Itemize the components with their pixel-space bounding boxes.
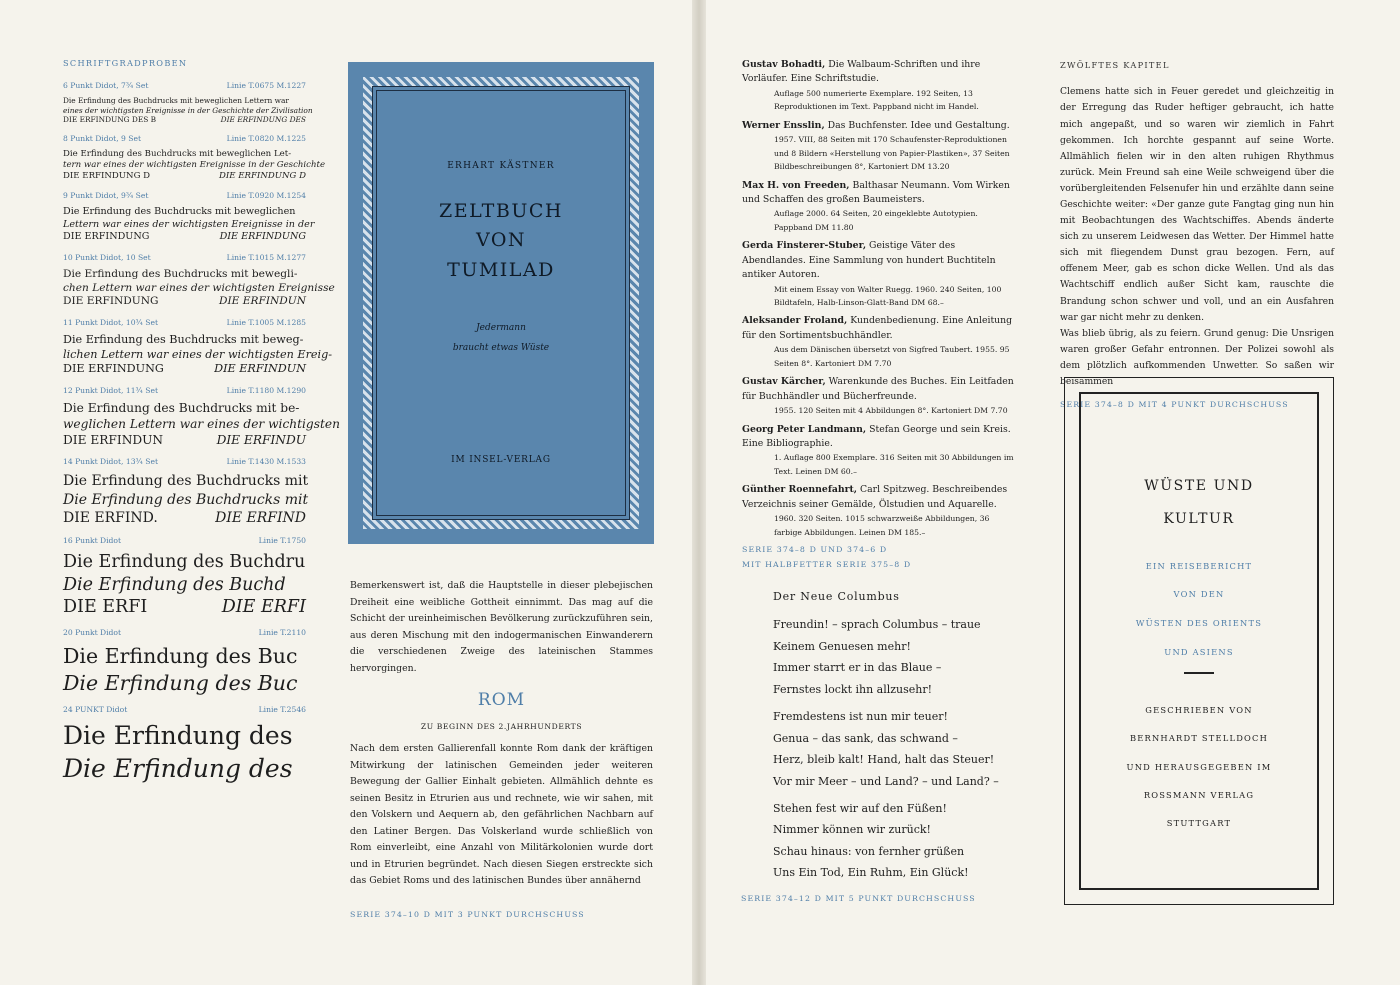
specimen-1 (63, 133, 326, 183)
specimen-label: 12 Punkt Didot, 11¾ Set Linie T.1180 M.1290 (63, 385, 306, 395)
specimen-italic: Lettern war eines der wichtigsten Ereignisse in der (63, 218, 315, 230)
title-page (1064, 377, 1334, 905)
biblio-entry (742, 119, 1016, 174)
specimen-caps: DIE ERFINDUNG DIE ERFINDUNG (63, 231, 306, 243)
specimen-label: 9 Punkt Didot, 9¾ Set Linie T.0920 M.1254 (63, 191, 306, 201)
specimen-italic: lichen Lettern war eines der wichtigsten Ereig- (63, 347, 333, 361)
specimen-caps: DIE ERFINDUNG DES B DIE ERFINDUNG DES (63, 115, 306, 125)
biblio-title: Carl Spitzweg. Beschreibendes Verzeichnis seiner Gemälde, Ölstudien und Aquarelle. (742, 484, 1008, 510)
biblio-author: Gustav Bohadti, (742, 59, 826, 70)
series-note: SERIE 374–10 D MIT 3 PUNKT DURCHSCHUSS (350, 909, 585, 919)
specimen-roman: Die Erfindung des Buchdrucks mit bewegli- (63, 267, 298, 280)
specimen-italic: Die Erfindung des Buchdrucks mit (63, 491, 309, 508)
biblio-detail: 1955. 120 Seiten mit 4 Abbildungen 8°. Kartoniert DM 7.70 (774, 406, 1008, 416)
biblio-title: Die Walbaum-Schriften und ihre Vorläufer. Eine Schriftstudie. (742, 59, 981, 85)
poem-line: Herz, bleib kalt! Hand, halt das Steuer! (773, 753, 995, 767)
specimen-italic: Die Erfindung des Buc (63, 670, 298, 695)
biblio-detail: Auflage 2000. 64 Seiten, 20 eingeklebte Autotypien. Pappband DM 11.80 (774, 209, 978, 232)
biblio-detail: Mit einem Essay von Walter Ruegg. 1960. 240 Seiten, 100 Bildtafeln, Halb-Linson-Glatt-Band DM 68.– (774, 284, 1002, 307)
series-note: SERIE 374–12 D MIT 5 PUNKT DURCHSCHUSS (741, 894, 976, 903)
title-page-credits: GESCHRIEBEN VON BERNHARDT STELLDOCH UND HERAUSGEGEBEN IM ROSSMANN VERLAG STUTTGART (1126, 705, 1272, 829)
specimen-3 (63, 252, 335, 309)
specimen-label: 14 Punkt Didot, 13¾ Set Linie T.1430 M.1533 (63, 457, 306, 467)
specimen-caps: DIE ERFINDUN DIE ERFINDU (63, 432, 306, 447)
poem-stanza (773, 798, 1033, 884)
specimen-label: 24 PUNKT Didot Linie T.2546 (63, 705, 306, 715)
poem-stanza (773, 706, 1033, 792)
cover-publisher: IM INSEL-VERLAG (451, 455, 551, 465)
section-heading: ROM (477, 690, 526, 711)
specimen-label: 16 Punkt Didot Linie T.1750 (63, 535, 306, 545)
specimen-caps: DIE ERFINDUNG DIE ERFINDUN (63, 295, 306, 308)
prose-paragraph: Bemerkenswert ist, daß die Hauptstelle in dieser plebejischen Dreiheit eine weibliche Gottheit einnimmt. Das mag auf die Schicht der ureinheimischen Bevölkerung zurückzuführen sein, aus deren Mischung mit den indogermanischen Einwanderern die verschiedenen Zweige des lateinischen Stammes hervorgingen. (350, 580, 653, 674)
bibliography (742, 58, 1016, 571)
specimen-italic: chen Lettern war eines der wichtigsten Ereignisse (63, 281, 335, 294)
biblio-author: Gerda Finsterer-Stuber, (742, 240, 867, 252)
specimen-italic: tern war eines der wichtigsten Ereignisse in der Geschichte (63, 160, 326, 171)
biblio-entry (742, 483, 1016, 539)
cover-title: ZELTBUCH VON TUMILAD (439, 200, 563, 281)
title-page-frame (1079, 392, 1319, 890)
specimen-caps: DIE ERFI DIE ERFI (63, 597, 306, 618)
chapter-heading: ZWÖLFTES KAPITEL (1060, 60, 1170, 70)
chapter-paragraph: Was blieb übrig, als zu feiern. Grund genug: Die Unsrigen waren großer Gefahr entronnen. Der Polizei sowohl als dem plötzlich aufkommenden Unwetter. So saßen wir beisammen (1060, 327, 1334, 388)
biblio-author: Aleksander Froland, (742, 315, 848, 327)
section-subheading: ZU BEGINN DES 2.JAHRHUNDERTS (420, 721, 583, 731)
poem-line: Freundin! – sprach Columbus – traue (773, 618, 981, 632)
specimen-4 (63, 318, 333, 377)
specimen-roman: Die Erfindung des (63, 721, 293, 751)
specimen-caps: DIE ERFINDUNG D DIE ERFINDUNG D (63, 171, 306, 182)
poem-line: Stehen fest wir auf den Füßen! (773, 801, 947, 815)
biblio-title: Das Buchfenster. Idee und Gestaltung. (827, 119, 1010, 131)
specimen-caps: DIE ERFINDUNG DIE ERFINDUN (63, 362, 306, 376)
prose-paragraph: Nach dem ersten Gallierenfall konnte Rom dank der kräftigen Mitwirkung der latinischen Gemeinden jeder weiteren Bewegung der Gallier Einhalt gebieten. Allmählich dehnte es seinen Besitz in Etrurien aus und rechnete, wie wir sahen, mit den Volskern und Aequern ab, den gefährlichen Nachbarn auf den Latiner Bergen. Das Volskerland wurde schließlich von Rom einverleibt, eine Anzahl von Militärkolonien wurde dort und in Etrurien begründet. Nach diesen Siegen erstreckte sich das Gebiet Roms und des latinischen Bundes über annähernd (350, 743, 653, 887)
specimen-roman: Die Erfindung des Buchdrucks mit beweglichen (63, 206, 296, 218)
biblio-title: Stefan George und sein Kreis. Eine Bibliographie. (742, 423, 1011, 449)
specimen-italic: Die Erfindung des Buchd (63, 574, 286, 595)
biblio-entry (742, 314, 1016, 370)
chapter-prose (1060, 58, 1334, 412)
poem-line: Fernstes lockt ihn allzusehr! (773, 682, 933, 696)
specimen-roman: Die Erfindung des Buchdru (63, 551, 306, 572)
page-gutter (692, 0, 706, 985)
specimen-italic: weglichen Lettern war eines der wichtigsten (63, 416, 340, 431)
biblio-author: Werner Ensslin, (742, 119, 825, 131)
specimen-roman: Die Erfindung des Buchdrucks mit beweglichen Lettern war (63, 96, 289, 105)
prose-left (350, 578, 653, 922)
series-note: SERIE 374–8 D UND 374–6 D (742, 545, 888, 554)
poem-line: Schau hinaus: von fernher grüßen (773, 844, 965, 858)
biblio-entry (742, 179, 1016, 235)
biblio-author: Günther Roennefahrt, (742, 484, 858, 496)
biblio-author: Max H. von Freeden, (742, 179, 850, 191)
specimen-italic: eines der wichtigsten Ereignisse in der Geschichte der Zivilisation (63, 105, 313, 115)
poem-line: Uns Ein Tod, Ein Ruhm, Ein Glück! (773, 866, 969, 880)
biblio-title: Warenkunde des Buches. Ein Leitfaden für Buchhändler und Bücherfreunde. (742, 376, 1014, 402)
specimen-label: 10 Punkt Didot, 10 Set Linie T.1015 M.1277 (63, 252, 306, 262)
specimen-6 (63, 457, 309, 527)
biblio-entry (742, 423, 1016, 479)
specimen-label: 11 Punkt Didot, 10¾ Set Linie T.1005 M.1285 (63, 318, 306, 328)
biblio-title: Balthasar Neumann. Vom Wirken und Schaffen des großen Baumeisters. (742, 179, 1010, 205)
specimen-roman: Die Erfindung des Buchdrucks mit beweglichen Let- (63, 148, 292, 159)
specimen-8 (63, 628, 306, 696)
specimen-9 (63, 705, 306, 785)
specimen-5 (63, 385, 340, 449)
poem-line: Vor mir Meer – und Land? – und Land? – (773, 774, 999, 788)
biblio-detail: Aus dem Dänischen übersetzt von Sigfred Taubert. 1955. 95 Seiten 8°. Kartoniert DM 7.70 (774, 345, 1010, 368)
cover-subtitle: Jedermann braucht etwas Wüste (452, 323, 550, 353)
specimen-label: 8 Punkt Didot, 9 Set Linie T.0820 M.1225 (63, 133, 306, 143)
type-specimens (63, 58, 340, 794)
poem-line: Fremdestens ist nun mir teuer! (773, 710, 948, 724)
biblio-detail: 1. Auflage 800 Exemplare. 316 Seiten mit 30 Abbildungen im Text. Leinen DM 60.– (774, 453, 1014, 476)
specimens-heading: SCHRIFTGRADPROBEN (63, 58, 188, 68)
cover-author: ERHART KÄSTNER (447, 161, 555, 171)
poem-line: Keinem Genuesen mehr! (773, 639, 911, 653)
title-page-rule (1184, 672, 1214, 674)
biblio-detail: 1957. VIII, 88 Seiten mit 170 Schaufenster-Reproduktionen und 8 Bildern «Herstellung von Papier-Plastiken», 37 Seiten Bildbeschreibungen 8°, Kartoniert DM 13.20 (774, 135, 1010, 172)
biblio-entry (742, 375, 1016, 417)
specimen-caps: DIE ERFIND. DIE ERFIND (63, 509, 306, 526)
specimen-2 (63, 191, 315, 243)
biblio-detail: 1960. 320 Seiten. 1015 schwarzweiße Abbildungen, 36 farbige Abbildungen. Leinen DM 185.– (774, 514, 990, 537)
biblio-detail: Auflage 500 numerierte Exemplare. 192 Seiten, 13 Reproduktionen im Text. Pappband nicht im Handel. (774, 88, 979, 112)
biblio-entry (742, 58, 1016, 114)
biblio-author: Georg Peter Landmann, (742, 423, 867, 435)
specimen-roman: Die Erfindung des Buc (63, 644, 298, 669)
specimen-7 (63, 536, 306, 619)
specimen-label: 20 Punkt Didot Linie T.2110 (63, 628, 306, 638)
biblio-author: Gustav Kärcher, (742, 376, 826, 388)
poem-stanza (773, 614, 1033, 700)
cover-meander-border (363, 77, 639, 529)
series-note: MIT HALBFETTER SERIE 375–8 D (742, 560, 912, 570)
specimen-italic: Die Erfindung des (63, 753, 293, 783)
poem-title: Der Neue Columbus (773, 590, 900, 603)
biblio-title: Geistige Väter des Abendlandes. Eine Sammlung von hundert Buchtiteln antiker Autoren. (742, 240, 996, 281)
specimen-roman: Die Erfindung des Buchdrucks mit be- (63, 400, 300, 415)
biblio-entry (742, 239, 1016, 309)
specimen-0 (63, 81, 313, 125)
poem (741, 586, 1033, 903)
cover-inner-frame (376, 90, 626, 516)
poem-line: Genua – das sank, das schwand – (773, 731, 958, 745)
poem-line: Nimmer können wir zurück! (773, 823, 931, 837)
title-page-title: WÜSTE UND KULTUR (1144, 478, 1254, 527)
poem-line: Immer starrt er in das Blaue – (773, 661, 942, 675)
chapter-paragraph: Clemens hatte sich in Feuer geredet und gleichzeitig in der Erregung das Ruder heftiger gebraucht, ich hatte mich angepaßt, und so waren wir ziemlich in Fahrt gekommen. Ich horchte gespannt auf seine Worte. Allmählich fielen wir in den alten ruhigen Rhythmus zurück. Mein Freund sah eine Weile schweigend über die vorübergleitenden Felsenufer hin und erzählte dann seine Geschichte weiter: «Der ganze gute Fangtag ging nun hin mit Beobachtungen des Wachtschiffes. Abends änderte sich zu unserem Leidwesen das Wetter. Der Himmel hatte sich mit fliegendem Dunst grau bezogen. Fern, auf offenem Meer, gab es schon dicke Wellen. Und als das Wachtschiff endlich außer Sicht kam, rauschte die Brandung schon schwer und voll, und an ein Ausfahren war gar nicht mehr zu denken. (1060, 86, 1334, 323)
specimen-label: 6 Punkt Didot, 7¾ Set Linie T.0675 M.1227 (63, 81, 306, 90)
series-note: SERIE 374–8 D MIT 4 PUNKT DURCHSCHUSS (1060, 400, 1289, 410)
book-cover (348, 62, 654, 544)
biblio-title: Kundenbedienung. Eine Anleitung für den Sortimentsbuchhändler. (742, 315, 1013, 341)
specimen-roman: Die Erfindung des Buchdrucks mit (63, 473, 309, 490)
title-page-subtitle: EIN REISEBERICHT VON DEN WÜSTEN DES ORIENTS UND ASIENS (1135, 560, 1263, 657)
specimen-roman: Die Erfindung des Buchdrucks mit beweg- (63, 333, 304, 347)
